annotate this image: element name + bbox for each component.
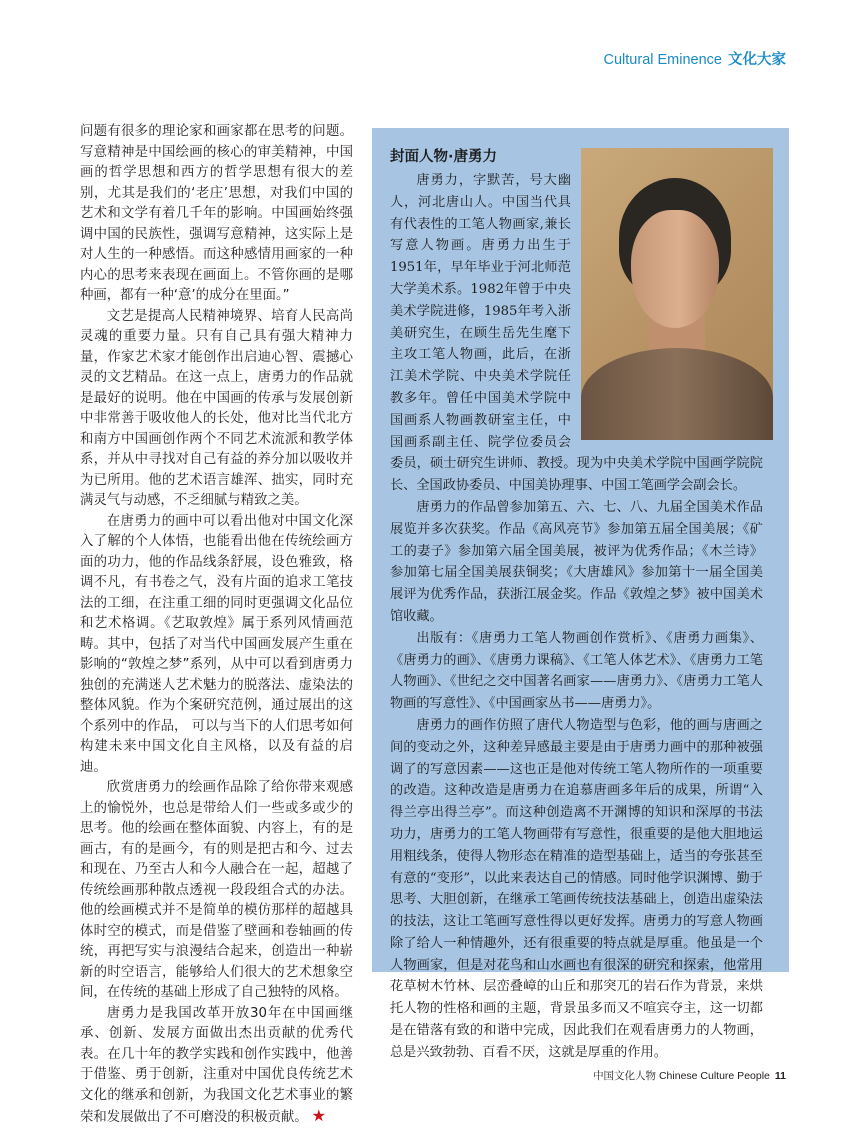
publication-name: 中国文化人物 Chinese Culture People (593, 1070, 770, 1082)
sidebar-title: 封面人物·唐勇力 (390, 149, 498, 165)
article-paragraph: 在唐勇力的画中可以看出他对中国文化深入了解的个人体悟，也能看出他在传统绘画方面的功力，他的作品线条舒展，设色雅致，格调不凡，有书卷之气，没有片面的追求工笔技法的工细，在注重工细的同时更强调文化品位和艺术格调。《艺取敦煌》属于系列风情画范畴。其中，包括了对当代中国画发展产生重在影响的“敦煌之梦”系列，从中可以看到唐勇力独创的充满迷人艺术魅力的脱落法、虚染法的整体风貌。作为个案研究范例，通过展出的这个系列中的作品， 可以与当下的人们思考如何构建未来中国文化自主风格，以及有益的启迪。 (80, 513, 353, 775)
article-paragraph: 问题有很多的理论家和画家都在思考的问题。写意精神是中国绘画的核心的审美精神，中国画的哲学思想和西方的哲学思想有很大的差别，尤其是我们的‘老庄’思想，对我们中国的艺术和文学有着几千年的影响。中国画始终强调中国的民族性，强调写意精神，这实际上是对人生的一种感悟。而这种感情用画家的一种内心的思考来表现在画面上。不管你画的是哪种画，都有一种‘意’的成分在里面。” (80, 124, 353, 303)
article-paragraph: 欣赏唐勇力的绘画作品除了给你带来观感上的愉悦外，也总是带给人们一些或多或少的思考。他的绘画在整体面貌、内容上，有的是画古，有的是画今，有的则是把古和今、过去和现在、乃至古人和今人融合在一起，超越了传统绘画那种散点透视一段段组合式的办法。他的绘画模式并不是简单的模仿那样的超越具体时空的模式，而是借鉴了壁画和卷轴画的传统，再把写实与浪漫结合起来，创造出一种崭新的时空语言，能够给人们很大的艺术想象空间，在传统的基础上形成了自己独特的风格。 (80, 780, 353, 1000)
section-title-cn: 文化大家 (728, 52, 786, 68)
article-paragraph-text: 唐勇力是我国改革开放30年在中国画继承、创新、发展方面做出杰出贡献的优秀代表。在几十年的教学实践和创作实践中，他善于借鉴、勇于创新，注重对中国优良传统艺术文化的继承和创新，为我国文化艺术事业的繁荣和发展做出了不可磨没的积极贡献。 (80, 1005, 353, 1125)
sidebar-paragraph: 唐勇力的画作仿照了唐代人物造型与色彩，他的画与唐画之间的变动之外，这种差异感最主要是由于唐勇力画中的那种被强调了的写意因素——这也正是他对传统工笔人物所作的一项重要的改造。这种改造是唐勇力在追慕唐画多年后的成果，所谓“入得兰亭出得兰亭”。而这种创造离不开渊博的知识和深厚的书法功力，唐勇力的工笔人物画带有写意性，很重要的是他大胆地运用粗线条，使得人物形态在精准的造型基础上，适当的夸张甚至有意的“变形”，以此来表达自己的情感。同时他学识渊博、勤于思考、大胆创新，在继承工笔画传统技法基础上，创造出虚染法的技法，这让工笔画写意性得以更好发挥。唐勇力的写意人物画除了给人一种情趣外，还有很重要的特点就是厚重。他虽是一个人物画家，但是对花鸟和山水画也有很深的研究和探索，他常用花草树木竹林、层峦叠嶂的山丘和那突兀的岩石作为背景，来烘托人物的性格和画的主题，背景虽多而又不喧宾夺主，这一切都是在错落有致的和谐中完成，因此我们在观看唐勇力的人物画，总是兴致勃勃、百看不厌，这就是厚重的作用。 (390, 717, 763, 1060)
star-end-mark-icon: ★ (311, 1106, 326, 1125)
article-paragraph-last (80, 1004, 353, 1129)
page-number: 11 (774, 1070, 786, 1082)
portrait-photo (581, 148, 773, 440)
cover-person-sidebar (372, 128, 789, 1060)
section-title-en: Cultural Eminence (603, 52, 722, 68)
sidebar-paragraph: 唐勇力的作品曾参加第五、六、七、八、九届全国美术作品展览并多次获奖。作品《高风亮节》参加第五届全国美展；《矿工的妻子》参加第六届全国美展，被评为优秀作品；《木兰诗》参加第七届全国美展获铜奖；《大唐雄风》参加第十一届全国美展评为优秀作品，获浙江展金奖。作品《敦煌之梦》被中国美术馆收藏。 (390, 499, 763, 624)
sidebar-paragraph: 唐勇力，字默苦，号大幽人，河北唐山人。中国当代具有代表性的工笔人物画家,兼长写意人物画。唐勇力出生于1951年，早年毕业于河北师范大学美术系。1982年曾于中央美术学院进修，1985年考入浙美研究生，在顾生岳先生麾下主攻工笔人物画，此后，在浙江美术学院、中央美术学院任教多年。曾任中国美术学院中国画系人物画教研室主任，中国画系副主任、院学位委员会委员，硕士研究生讲师、教授。现为中央美术学院中国画学院院长、全国政协委员、中国美协理事、中国工笔画学会副会长。 (390, 173, 763, 494)
main-article-column (80, 122, 353, 1129)
sidebar-paragraph: 出版有：《唐勇力工笔人物画创作赏析》、《唐勇力画集》、《唐勇力的画》、《唐勇力课稿》、《工笔人体艺术》、《唐勇力工笔人物画》、《世纪之交中国著名画家——唐勇力》、《唐勇力工笔人物画的写意性》、《中国画家丛书——唐勇力》。 (390, 630, 763, 712)
section-header (604, 48, 786, 69)
article-paragraph: 文艺是提高人民精神境界、培育人民高尚灵魂的重要力量。只有自己具有强大精神力量，作家艺术家才能创作出启迪心智、震撼心灵的文艺精品。在这一点上，唐勇力的作品就是最好的说明。他在中国画的传承与发展创新中非常善于吸收他人的长处，他对比当代北方和南方中国画创作两个不同艺术流派和教学体系，并从中寻找对自己有益的养分加以吸收并为已所用。他的艺术语言雄浑、拙实，同时充满灵气与动感，不乏细腻与精致之美。 (80, 308, 353, 508)
page-footer (593, 1068, 786, 1083)
